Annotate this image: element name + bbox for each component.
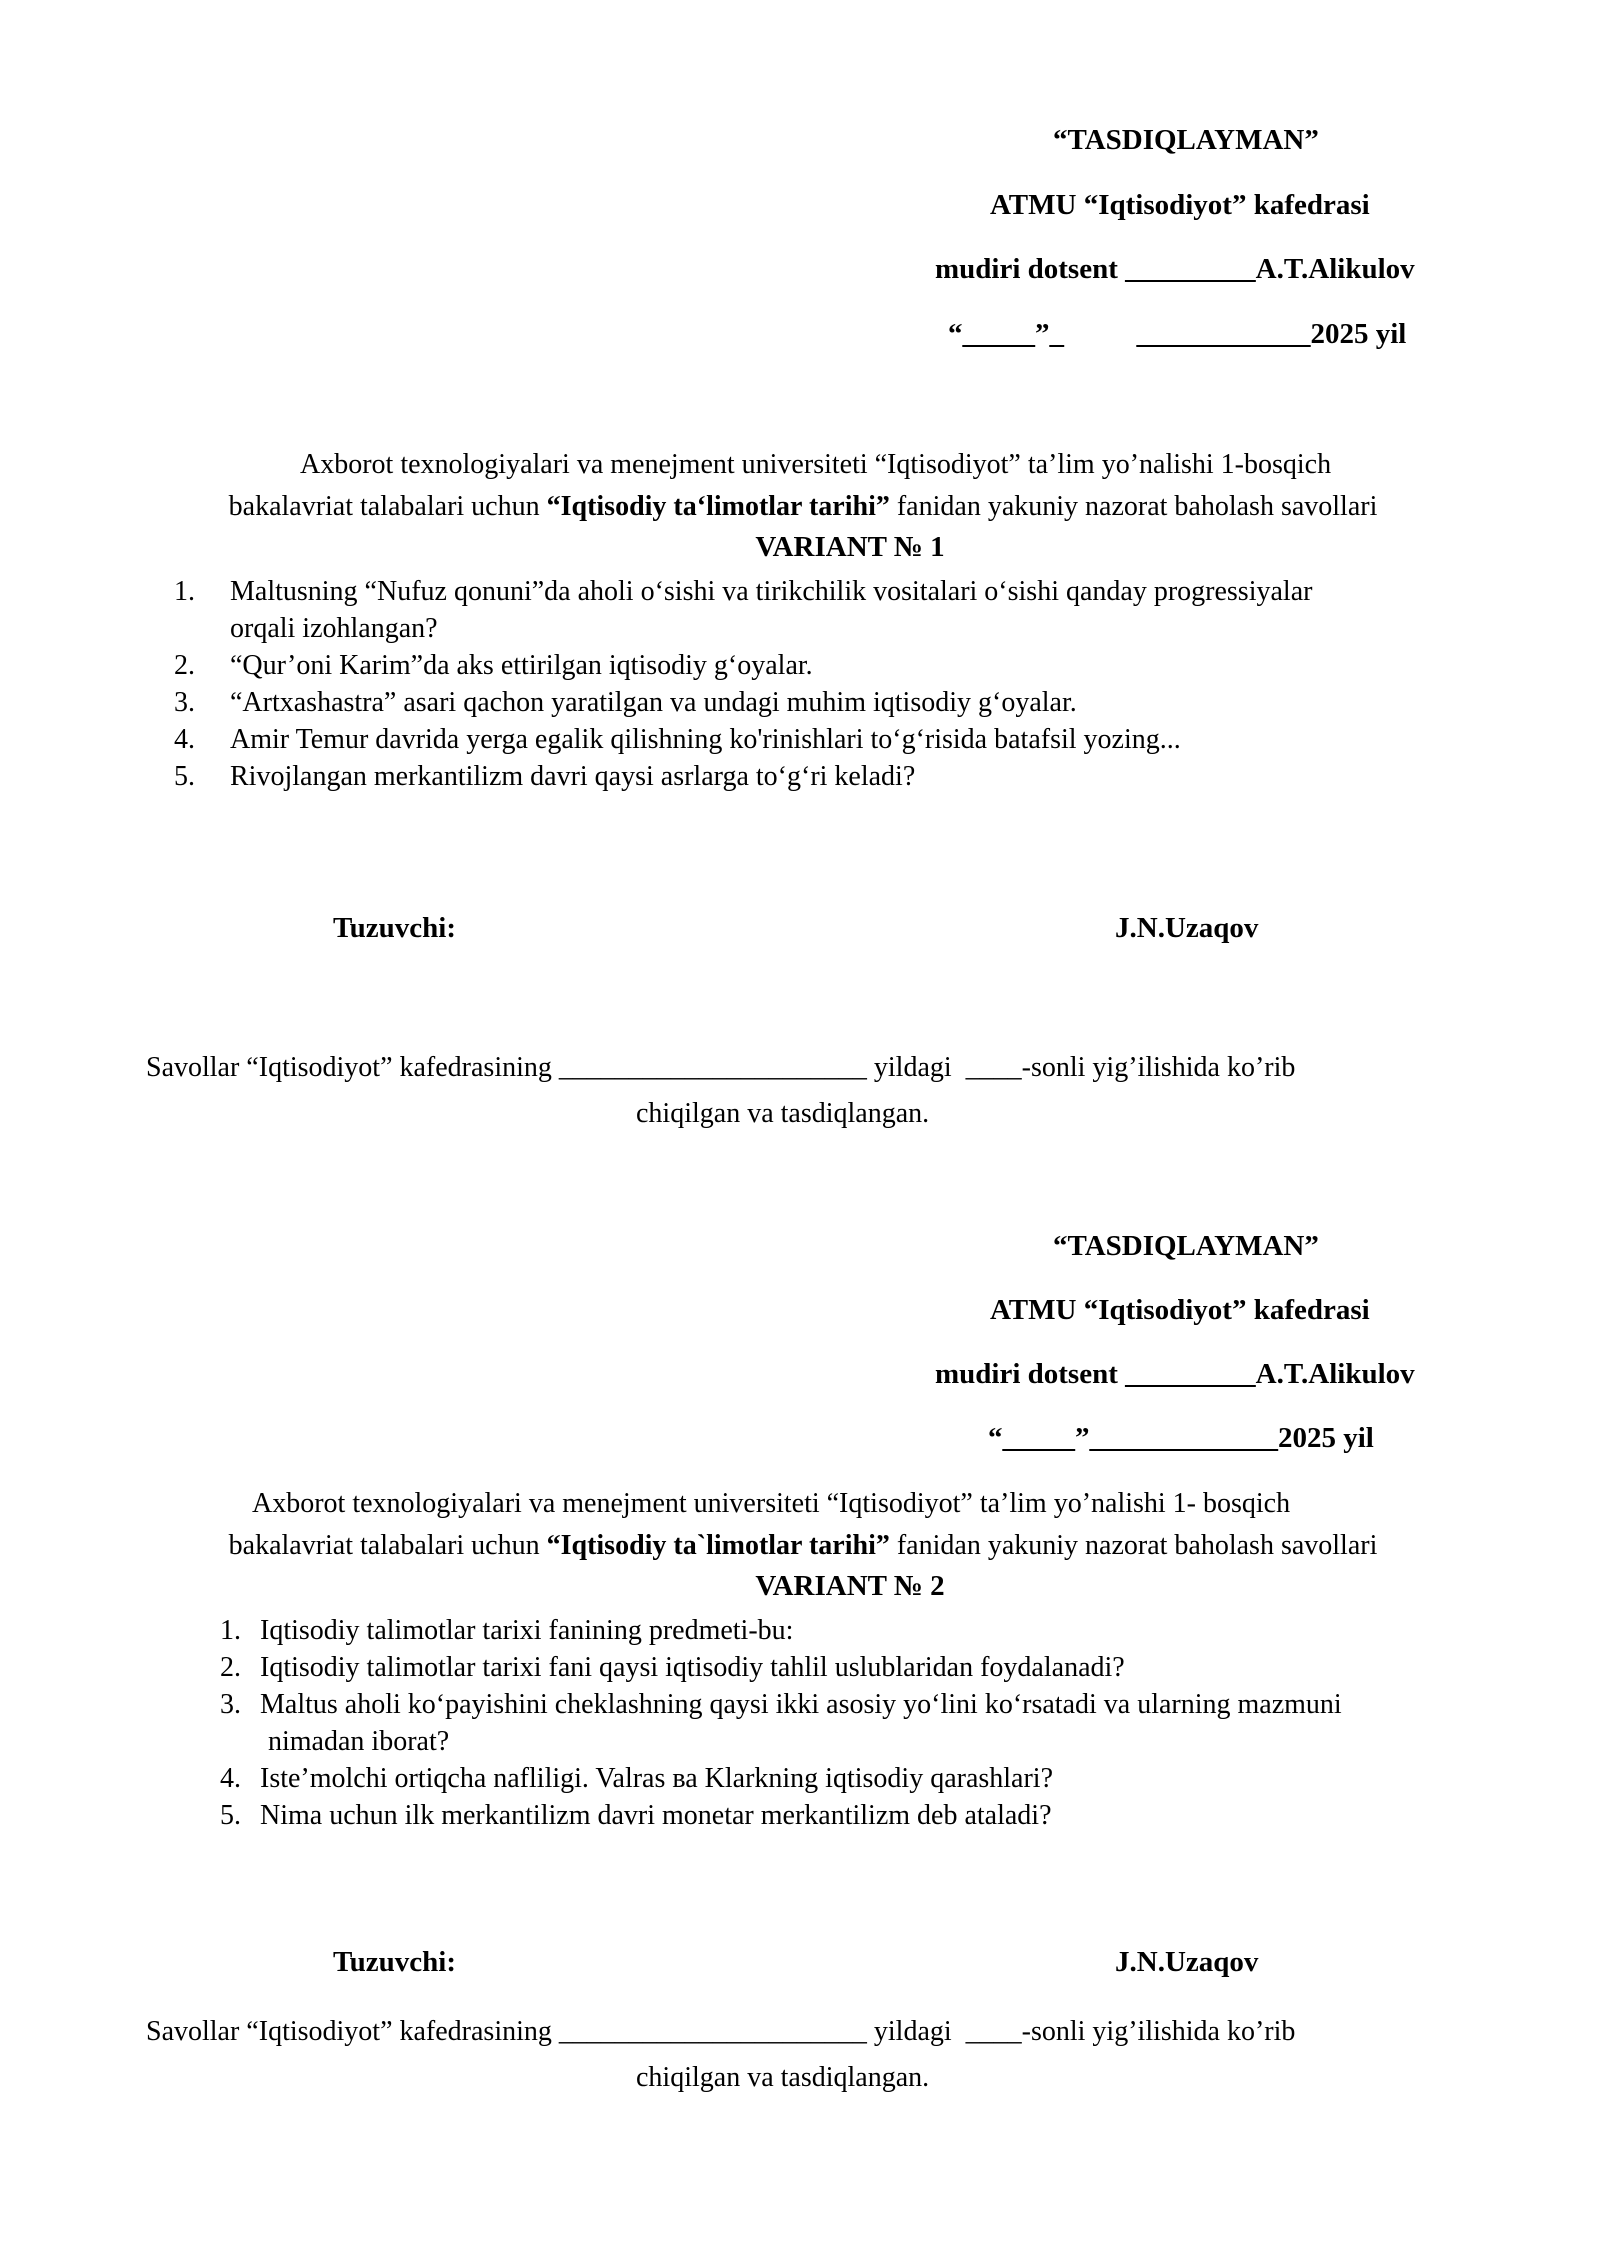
question-text-cont: nimadan iborat? bbox=[268, 1726, 450, 1757]
intro-paragraph-2 bbox=[138, 1483, 1468, 1567]
question-text: Iqtisodiy talimotlar tarixi fani qaysi iqtisodiy tahlil uslublaridan foydalanadi? bbox=[260, 1652, 1125, 1683]
intro-line-2-post: fanidan yakuniy nazorat baholash savollari bbox=[889, 491, 1378, 522]
intro-line-2-post: fanidan yakuniy nazorat baholash savollari bbox=[889, 1530, 1378, 1561]
course-title: “Iqtisodiy ta`limotlar tarihi” bbox=[546, 1530, 890, 1561]
question-number: 2. bbox=[220, 1652, 241, 1683]
question-number: 5. bbox=[220, 1800, 241, 1831]
question-number: 1. bbox=[174, 576, 195, 607]
intro-line-2 bbox=[229, 1530, 1378, 1561]
question-text: “Artxashastra” asari qachon yaratilgan va undagi muhim iqtisodiy g‘oyalar. bbox=[230, 687, 1077, 718]
question-number: 4. bbox=[220, 1763, 241, 1794]
approval-department: ATMU “Iqtisodiyot” kafedrasi bbox=[990, 1294, 1370, 1326]
question-number: 3. bbox=[220, 1689, 241, 1720]
question-text: Nima uchun ilk merkantilizm davri monetar merkantilizm deb ataladi? bbox=[260, 1800, 1052, 1831]
author-label: Tuzuvchi: bbox=[333, 1946, 457, 1978]
footer-line-1: Savollar “Iqtisodiyot” kafedrasining ______________________ yildagi ____-sonli yig’ilishida ko’rib bbox=[146, 1052, 1296, 1083]
question-text: “Qur’oni Karim”da aks ettirilgan iqtisodiy g‘oyalar. bbox=[230, 650, 813, 681]
course-title: “Iqtisodiy ta‘limotlar tarihi” bbox=[546, 491, 890, 522]
approval-date: “_____”_ ____________2025 yil bbox=[948, 318, 1407, 350]
intro-line-2 bbox=[229, 491, 1378, 522]
intro-line-2-pre: bakalavriat talabalari uchun bbox=[228, 1530, 547, 1561]
intro-line-2-pre: bakalavriat talabalari uchun bbox=[228, 491, 547, 522]
author-name: J.N.Uzaqov bbox=[1115, 912, 1259, 944]
question-number: 4. bbox=[174, 724, 195, 755]
approval-department: ATMU “Iqtisodiyot” kafedrasi bbox=[990, 189, 1370, 221]
question-text: Rivojlangan merkantilizm davri qaysi asrlarga to‘g‘ri keladi? bbox=[230, 761, 916, 792]
question-text: Maltus aholi ko‘payishini cheklashning qaysi ikki asosiy yo‘lini ko‘rsatadi va ularning mazmuni bbox=[260, 1689, 1342, 1720]
question-text: Iqtisodiy talimotlar tarixi fanining predmeti-bu: bbox=[260, 1615, 794, 1646]
intro-line-1: Axborot texnologiyalari va menejment universiteti “Iqtisodiyot” ta’lim yo’nalishi 1-bosqich bbox=[300, 449, 1332, 480]
question-text: Maltusning “Nufuz qonuni”da aholi o‘sishi va tirikchilik vositalari o‘sishi qanday progressiyalar bbox=[230, 576, 1313, 607]
approval-title: “TASDIQLAYMAN” bbox=[1053, 1230, 1319, 1262]
author-label: Tuzuvchi: bbox=[333, 912, 457, 944]
approval-title: “TASDIQLAYMAN” bbox=[1053, 124, 1319, 156]
variant-heading-2: VARIANT № 2 bbox=[755, 1570, 945, 1602]
intro-line-1: Axborot texnologiyalari va menejment universiteti “Iqtisodiyot” ta’lim yo’nalishi 1- bosqich bbox=[252, 1488, 1291, 1519]
question-text: Iste’molchi ortiqcha nafliligi. Valras ва Klarkning iqtisodiy qarashlari? bbox=[260, 1763, 1054, 1794]
question-number: 2. bbox=[174, 650, 195, 681]
question-number: 5. bbox=[174, 761, 195, 792]
question-text-cont: orqali izohlangan? bbox=[230, 613, 438, 644]
question-text: Amir Temur davrida yerga egalik qilishning ko'rinishlari to‘g‘risida batafsil yozing... bbox=[230, 724, 1181, 755]
footer-line-2: chiqilgan va tasdiqlangan. bbox=[636, 2062, 930, 2093]
approval-head: mudiri dotsent _________A.T.Alikulov bbox=[935, 1358, 1415, 1390]
intro-paragraph-1 bbox=[138, 444, 1468, 528]
footer-line-1: Savollar “Iqtisodiyot” kafedrasining ______________________ yildagi ____-sonli yig’ilishida ko’rib bbox=[146, 2016, 1296, 2047]
question-number: 3. bbox=[174, 687, 195, 718]
variant-heading-1: VARIANT № 1 bbox=[755, 531, 945, 563]
footer-line-2: chiqilgan va tasdiqlangan. bbox=[636, 1098, 930, 1129]
author-name: J.N.Uzaqov bbox=[1115, 1946, 1259, 1978]
approval-date: “_____”_____________2025 yil bbox=[988, 1422, 1374, 1454]
question-number: 1. bbox=[220, 1615, 241, 1646]
approval-head: mudiri dotsent _________A.T.Alikulov bbox=[935, 253, 1415, 285]
